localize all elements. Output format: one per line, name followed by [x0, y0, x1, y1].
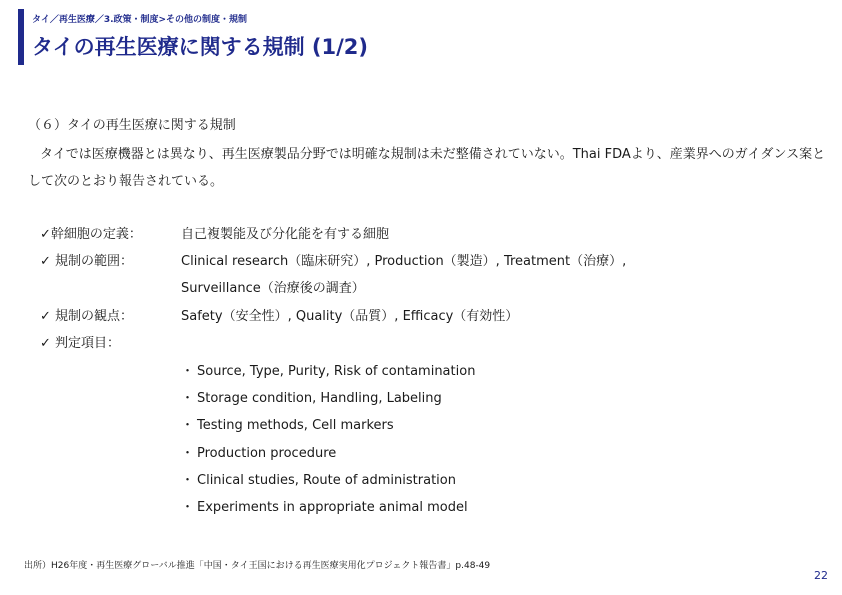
definition-row-scope	[40, 250, 626, 270]
criteria-list-item	[181, 360, 475, 379]
source-footnote: 出所）H26年度・再生医療グローバル推進「中国・タイ王国における再生医療実用化プロジェクト報告書」p.48-49	[24, 561, 491, 571]
definition-label: ✓幹細胞の定義：	[40, 227, 142, 242]
page-number: 22	[814, 569, 828, 582]
bullet-icon: ・	[181, 364, 195, 379]
criteria-text: Storage condition, Handling, Labeling	[197, 391, 442, 406]
definition-value-continuation: Surveillance（治療後の調査）	[181, 281, 365, 296]
criteria-text: Clinical studies, Route of administration	[197, 473, 456, 488]
criteria-list-item	[181, 442, 336, 461]
page-title: タイの再生医療に関する規制 (1/2)	[32, 35, 368, 59]
criteria-list-item	[181, 496, 468, 515]
breadcrumb: タイ／再生医療／3.政策・制度>その他の制度・規制	[32, 15, 248, 25]
bullet-icon: ・	[181, 391, 195, 406]
definition-row-criteria	[40, 332, 181, 352]
bullet-icon: ・	[181, 418, 195, 433]
criteria-text: Production procedure	[197, 446, 337, 461]
intro-paragraph: タイでは医療機器とは異なり、再生医療製品分野では明確な規制は未だ整備されていない。Thai FDAより、産業界へのガイダンス案として次のとおり報告されている。	[28, 147, 826, 189]
criteria-text: Testing methods, Cell markers	[197, 418, 394, 433]
definition-value: 自己複製能及び分化能を有する細胞	[181, 227, 390, 242]
bullet-icon: ・	[181, 500, 195, 515]
criteria-text: Experiments in appropriate animal model	[197, 500, 468, 515]
definition-row-perspective	[40, 305, 518, 325]
bullet-icon: ・	[181, 473, 195, 488]
definition-label: ✓ 規制の観点：	[40, 309, 134, 324]
bullet-icon: ・	[181, 446, 195, 461]
title-accent-bar	[18, 9, 24, 65]
definition-value: Safety（安全性）, Quality（品質）, Efficacy（有効性）	[181, 309, 519, 324]
definition-value: Clinical research（臨床研究）, Production（製造）, Treatment（治療）,	[181, 254, 627, 269]
definition-label: ✓ 規制の範囲：	[40, 254, 134, 269]
definition-label: ✓ 判定項目：	[40, 336, 121, 351]
criteria-list-item	[181, 469, 456, 488]
section-heading: （６）タイの再生医療に関する規制	[28, 118, 236, 133]
criteria-list-item	[181, 387, 442, 406]
criteria-text: Source, Type, Purity, Risk of contamination	[197, 364, 476, 379]
definition-row-stem-cell	[40, 223, 389, 243]
criteria-list-item	[181, 414, 394, 433]
